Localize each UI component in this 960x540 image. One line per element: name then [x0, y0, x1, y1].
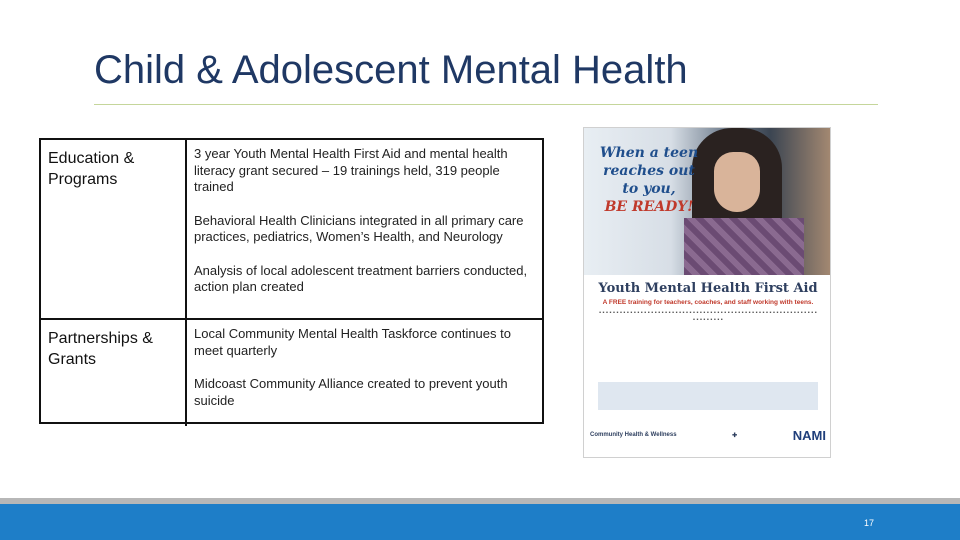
title-divider — [94, 104, 878, 105]
partnership-item: Local Community Mental Health Taskforce continues to meet quarterly — [194, 326, 511, 358]
education-item: Behavioral Health Clinicians integrated in all primary care practices, pediatrics, Women’s Health, and Neurology — [194, 212, 524, 244]
summary-table — [39, 138, 544, 424]
nami-logo: NAMI — [792, 427, 826, 443]
flyer-subhead: A FREE training for teachers, coaches, and staff working with teens. — [602, 299, 814, 306]
flyer-headline: When a teen reaches out to you, BE READY! — [599, 145, 699, 215]
footer-bar — [0, 504, 960, 540]
teen-photo — [584, 128, 831, 275]
community-health-logo: Community Health & Wellness — [590, 432, 677, 438]
flyer-fine-print: ▪ ▪ ▪ ▪ ▪ ▪ ▪ ▪ ▪ ▪ ▪ ▪ ▪ ▪ ▪ ▪ ▪ ▪ ▪ ▪ ▪ ▪ ▪ ▪ ▪ ▪ ▪ ▪ ▪ ▪ ▪ ▪ ▪ ▪ ▪ ▪ ▪ ▪ ▪ ▪ ▪ ▪ ▪ ▪ ▪ ▪ ▪ ▪ ▪ ▪ ▪ ▪ ▪ ▪ ▪ ▪ ▪ ▪ ▪ ▪ ▪ ▪ ▪ ▪ ▪ ▪ ▪ ▪ ▪ ▪ ▪ ▪ — [599, 310, 817, 323]
flyer-quote-box — [598, 382, 818, 410]
row-content-partnerships — [187, 320, 542, 426]
partnership-item: Midcoast Community Alliance created to prevent youth suicide — [194, 376, 508, 408]
flyer-banner: Youth Mental Health First Aid — [584, 275, 831, 301]
row-label-partnerships: Partnerships & Grants — [41, 320, 187, 426]
cross-logo-icon: ✚ — [732, 432, 738, 439]
page-number: 17 — [864, 518, 875, 528]
row-content-education — [187, 140, 542, 320]
education-item: 3 year Youth Mental Health First Aid and mental health literacy grant secured – 19 trainings held, 319 people trained — [194, 146, 508, 194]
flyer-logos — [590, 418, 826, 452]
education-item: Analysis of local adolescent treatment barriers conducted, action plan created — [194, 262, 528, 294]
slide-title: Child & Adolescent Mental Health — [94, 48, 688, 92]
ymhfa-flyer-image — [583, 127, 831, 458]
row-label-education: Education & Programs — [41, 140, 187, 320]
